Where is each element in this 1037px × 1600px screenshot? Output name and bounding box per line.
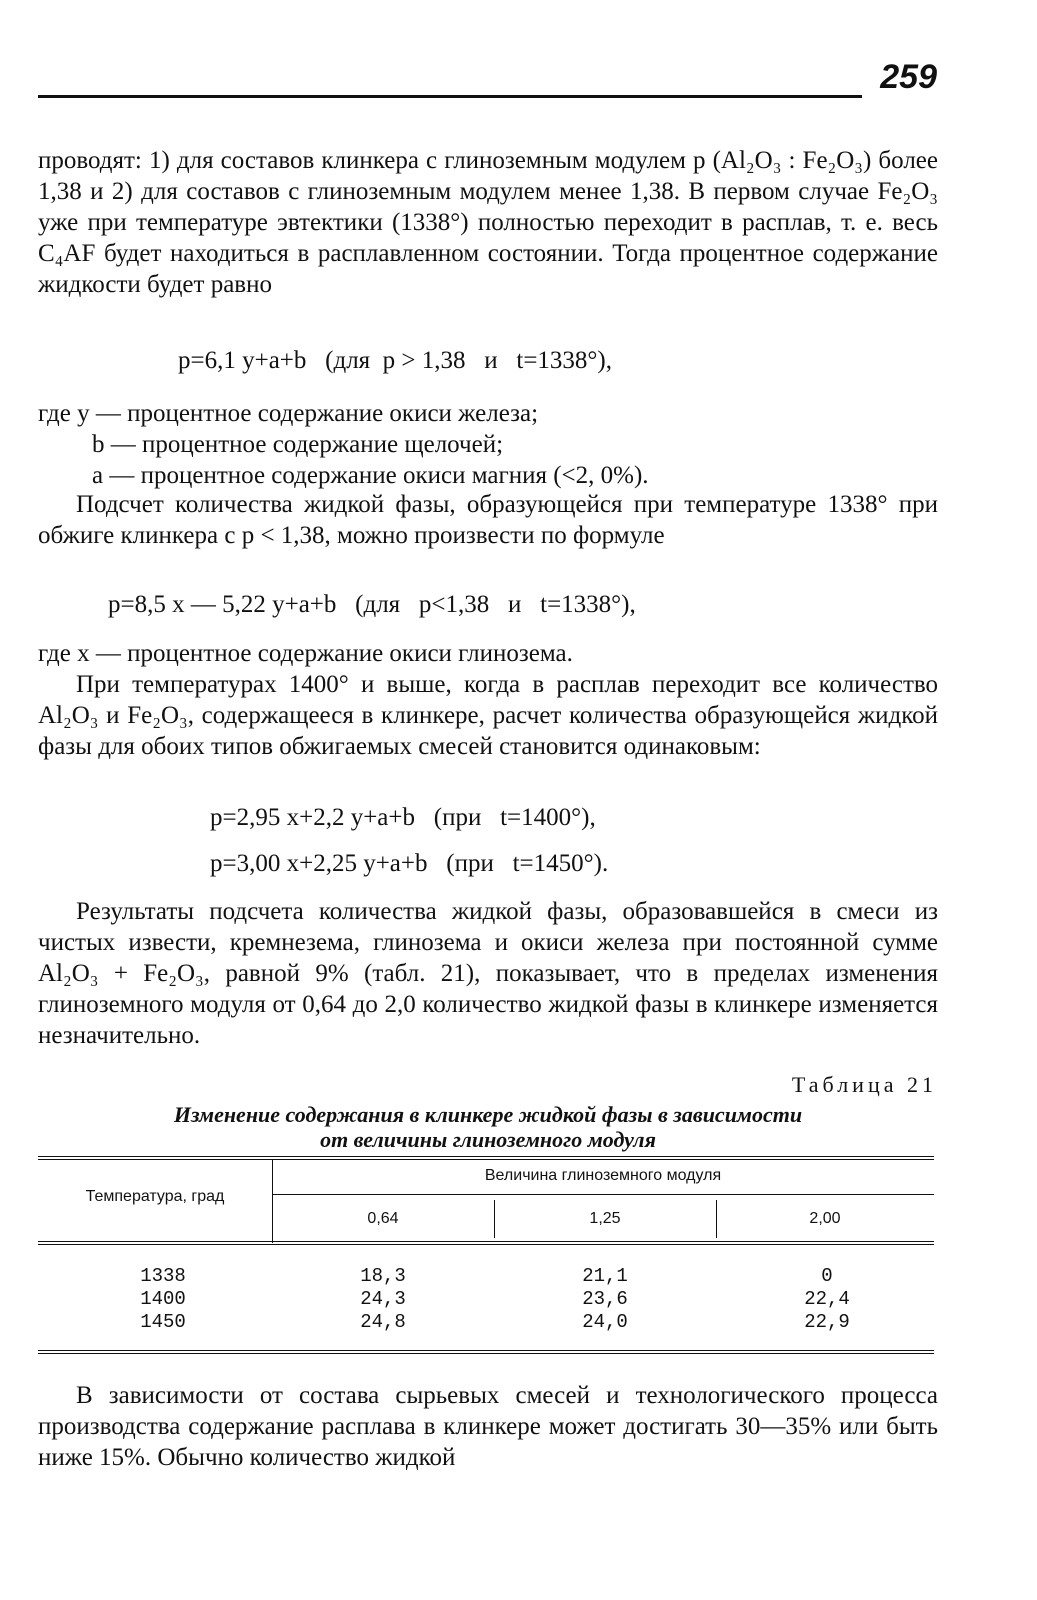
table-caption-line-1: Изменение содержания в клинкере жидкой фазы в зависимости bbox=[173, 1102, 803, 1127]
header-col-2: 1,25 bbox=[589, 1210, 621, 1227]
formula-2: p=8,5 x — 5,22 y+a+b (для p<1,38 и t=1338°), bbox=[108, 591, 636, 618]
col-2-values: 21,1 23,6 24,0 bbox=[582, 1265, 628, 1333]
table-top-rule-2 bbox=[38, 1159, 934, 1160]
definitions-1 bbox=[38, 398, 938, 491]
paragraph-5 bbox=[38, 1380, 938, 1473]
formula-4: p=3,00 x+2,25 y+a+b (при t=1450°). bbox=[210, 850, 609, 877]
table-header-rule-2 bbox=[38, 1244, 934, 1245]
table-caption-line-2: от величины глиноземного модуля bbox=[320, 1127, 656, 1152]
definition-y: где y — процентное содержание окиси железа; bbox=[38, 400, 539, 427]
col-3-values: 0 22,4 22,9 bbox=[804, 1265, 850, 1333]
definition-a: a — процентное содержание окиси магния (<2, 0%). bbox=[92, 462, 649, 489]
temperature-values: 1338 1400 1450 bbox=[140, 1265, 186, 1333]
table-caption bbox=[38, 1102, 938, 1152]
page-number: 259 bbox=[880, 58, 937, 96]
header-temperature: Температура, град bbox=[85, 1188, 225, 1205]
paragraph-2-text: Подсчет количества жидкой фазы, образующейся при температуре 1338° при обжиге клинкера с p < 1,38, можно произвести по формуле bbox=[38, 491, 938, 549]
col-1-values: 18,3 24,3 24,8 bbox=[360, 1265, 406, 1333]
header-col-3: 2,00 bbox=[809, 1210, 841, 1227]
definition-b: b — процентное содержание щелочей; bbox=[92, 431, 504, 458]
paragraph-3-text: При температурах 1400° и выше, когда в расплав переходит все количество Al₂O₃ и Fe₂O₃, содержащееся в клинкере, расчет количества образующейся жидкой фазы для обоих типов обжигаемых смесей становится одинаковым: bbox=[38, 671, 938, 760]
paragraph-2 bbox=[38, 489, 938, 551]
header-col-1: 0,64 bbox=[367, 1210, 399, 1227]
paragraph-5-text: В зависимости от состава сырьевых смесей и технологического процесса производства содержание расплава в клинкере может достигать 30—35% или быть ниже 15%. Обычно количество жидкой bbox=[38, 1382, 938, 1471]
table-bottom-rule-1 bbox=[38, 1350, 934, 1351]
table-bottom-rule-2 bbox=[38, 1353, 934, 1354]
definition-x-text: где x — процентное содержание окиси глинозема. bbox=[38, 640, 573, 667]
paragraph-1 bbox=[38, 145, 938, 300]
paragraph-1-text: проводят: 1) для составов клинкера с глиноземным модулем p (Al₂O₃ : Fe₂O₃) более 1,38 и 2) для составов с глиноземным модулем менее 1,38. В первом случае Fe₂O₃ уже при температуре эвтектики (1338°) полностью переходит в расплав, т. е. весь C₄AF будет находиться в расплавленном состоянии. Тогда процентное содержание жидкости будет равно bbox=[38, 147, 938, 298]
formula-3: p=2,95 x+2,2 y+a+b (при t=1400°), bbox=[210, 804, 596, 831]
table-top-rule-1 bbox=[38, 1156, 934, 1157]
formula-1: p=6,1 y+a+b (для p > 1,38 и t=1338°), bbox=[178, 347, 613, 374]
definition-x bbox=[38, 638, 938, 669]
table-label: Таблица 21 bbox=[791, 1072, 937, 1097]
paragraph-4-text: Результаты подсчета количества жидкой фазы, образовавшейся в смеси из чистых извести, кремнезема, глинозема и окиси железа при постоянной сумме Al₂O₃ + Fe₂O₃, равной 9% (табл. 21), показывает, что в пределах изменения глиноземного модуля от 0,64 до 2,0 количество жидкой фазы в клинкере изменяется незначительно. bbox=[38, 898, 938, 1049]
table-group-rule bbox=[272, 1194, 934, 1195]
paragraph-4 bbox=[38, 896, 938, 1051]
paragraph-3 bbox=[38, 669, 938, 762]
header-module-group: Величина глиноземного модуля bbox=[484, 1167, 722, 1184]
table-header-rule-1 bbox=[38, 1241, 934, 1242]
header-rule bbox=[38, 95, 862, 98]
